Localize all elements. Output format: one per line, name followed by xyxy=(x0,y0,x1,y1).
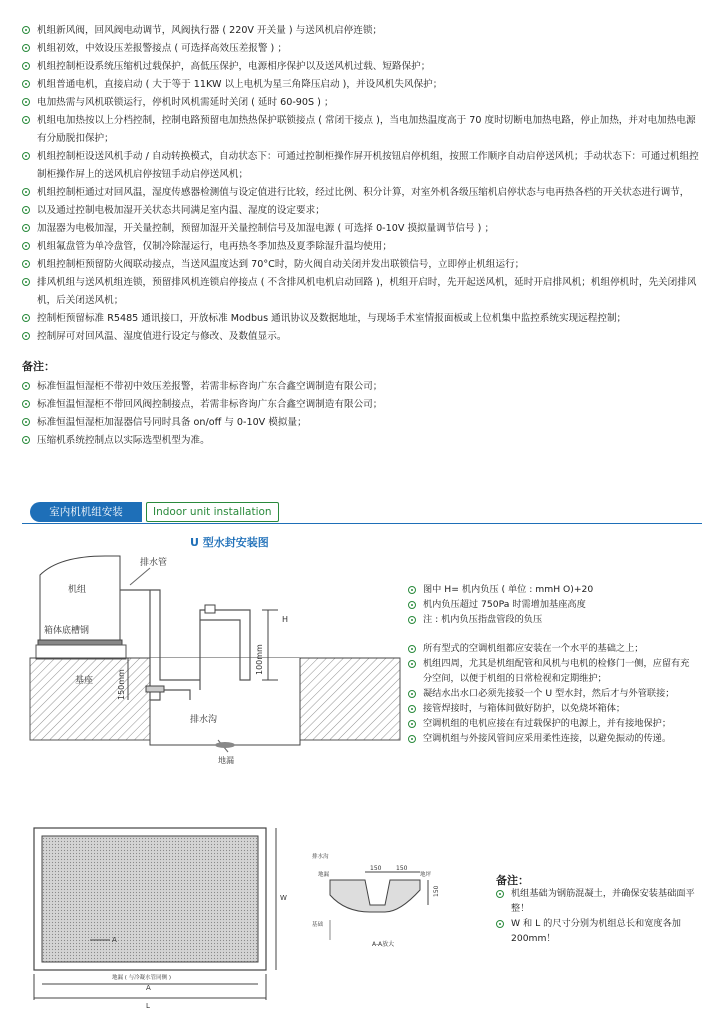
list-item: 机组基础为钢筋混凝土，并确保安装基础面平整！ xyxy=(496,886,701,916)
list-item: 机组电加热按以上分档控制，控制电路预留电加热热保护联锁接点 ( 常闭干接点 )，当电加热温度高于 70 度时切断电加热电路，停止加热，并对电加热电源有分励脱扣保护； xyxy=(22,112,702,148)
label-dim-150v: 150 xyxy=(433,885,440,897)
bullet-icon xyxy=(408,586,416,594)
list-item: 机组控制柜设系统压缩机过载保护，高低压保护，电源相序保护以及送风机过载、短路保护； xyxy=(22,58,702,76)
list-item: 空调机组与外接风管间应采用柔性连接，以避免振动的传递。 xyxy=(408,731,698,746)
bullet-icon xyxy=(408,735,416,743)
label-unit: 机组 xyxy=(68,585,87,595)
bullet-icon xyxy=(408,660,416,668)
list-item: W 和 L 的尺寸分别为机组总长和宽度各加200mm！ xyxy=(496,916,701,946)
label-frame: 箱体底槽钢 xyxy=(44,626,90,636)
bullet-icon xyxy=(408,601,416,609)
list-item: 机组普通电机，直接启动 ( 大于等于 11KW 以上电机为星三角降压启动 )，并设风机失风保护； xyxy=(22,76,702,94)
section-title-cn: 室内机机组安装 xyxy=(30,502,142,522)
label-sec-base: 基础 xyxy=(312,922,324,928)
pipe-fitting xyxy=(146,686,164,692)
list-item: 电加热需与风机联锁运行，停机时风机需延时关闭 ( 延时 60-90S ) ； xyxy=(22,94,702,112)
label-trench-caption: 地漏 ( 与冷凝水管同侧 ) xyxy=(112,975,172,981)
label-base: 基座 xyxy=(75,676,94,686)
list-item: 以及通过控制电极加湿开关状态共同满足室内温、湿度的设定要求； xyxy=(22,202,702,220)
section-title-en: Indoor unit installation xyxy=(146,502,279,522)
label-section-a: A xyxy=(112,936,117,944)
diagram-title: U 型水封安装图 xyxy=(190,536,269,549)
list-item: 机组控制柜通过对回风温，湿度传感器检测值与设定值进行比较，经过比例、积分计算，对室外机各级压缩机启停状态与电再热各档的开关状态进行调节， xyxy=(22,184,702,202)
label-dim-100: 100mm xyxy=(255,644,264,675)
list-item: 控制柜预留标准 R5485 通讯接口，开放标准 Modbus 通讯协议及数据地址，与现场手术室情报面板或上位机集中监控系统实现远程控制； xyxy=(22,310,702,328)
base-block xyxy=(36,645,126,659)
label-sec-floor: 地坪 xyxy=(420,872,432,878)
bullet-icon xyxy=(408,645,416,653)
list-item: 加湿器为电极加湿，开关量控制，预留加湿开关量控制信号及加湿电源 ( 可选择 0-10V 摸拟量调节信号 ) ； xyxy=(22,220,702,238)
list-item: 标准恒温恒湿柜加湿器信号同时具备 on/off 与 0-10V 模拟量； xyxy=(22,414,682,432)
list-item: 标准恒温恒湿柜不带初中效压差报警，若需非标咨询广东合鑫空调制造有限公司； xyxy=(22,378,682,396)
install-notes xyxy=(408,582,698,746)
floor-drain-icon xyxy=(215,742,235,748)
section-profile xyxy=(330,880,420,912)
list-item: 空调机组的电机应接在有过载保护的电源上，并有接地保护； xyxy=(408,716,698,731)
list-item: 机组新风阀，回风阀电动调节，风阀执行器 ( 220V 开关量 ) 与送风机启停连锁； xyxy=(22,22,702,40)
label-dim-150: 150mm xyxy=(117,669,126,700)
label-sec-drain: 排水沟 xyxy=(312,854,329,860)
list-item: 机组控制柜预留防火阀联动接点，当送风温度达到 70°C时，防火阀自动关闭并发出联锁信号，立即停止机组运行； xyxy=(22,256,702,274)
list-item: 机组初效，中效设压差报警接点 ( 可选择高效压差报警 ) ； xyxy=(22,40,702,58)
install-notes-group2 xyxy=(408,641,698,746)
list-item: 排风机组与送风机组连锁，预留排风机连锁启停接点 ( 不含排风机电机启动回路 )，机组开启时，先开起送风机，延时开启排风机；机组停机时，先关闭排风机，后关闭送风机； xyxy=(22,274,702,310)
base-inner xyxy=(42,836,258,962)
list-item: 标准恒温恒湿柜不带回风阀控制接点，若需非标咨询广东合鑫空调制造有限公司； xyxy=(22,396,682,414)
label-section-caption: A-A放大 xyxy=(372,941,395,948)
label-dim-h: H xyxy=(282,615,289,624)
list-item: 注 : 机内负压指盘管段的负压 xyxy=(408,612,698,627)
bullet-icon xyxy=(408,690,416,698)
list-item: 机内负压超过 750Pa 时需增加基座高度 xyxy=(408,597,698,612)
base-hatch xyxy=(30,658,150,740)
list-item: 压缩机系统控制点以实际选型机型为准。 xyxy=(22,432,682,450)
list-item: 机组氟盘管为单冷盘管，仅制冷除湿运行，电再热冬季加热及夏季除湿升温均使用； xyxy=(22,238,702,256)
label-dim-w: W xyxy=(280,894,287,902)
channel-steel xyxy=(38,640,122,645)
label-dim-a: A xyxy=(146,984,151,992)
trench-outline xyxy=(150,658,300,745)
label-dim-150b: 150 xyxy=(396,865,408,872)
bullet-icon xyxy=(408,720,416,728)
valve-icon xyxy=(205,605,215,613)
list-item: 凝结水出水口必须先接驳一个 U 型水封，然后才与外管联接； xyxy=(408,686,698,701)
bullet-icon xyxy=(408,705,416,713)
list-item: 控制屏可对回风温、湿度值进行设定与修改、及数值显示。 xyxy=(22,328,702,346)
bullet-icon xyxy=(496,920,504,928)
base-notes-title: 备注： xyxy=(496,874,529,887)
list-item: 所有型式的空调机组都应安装在一个水平的基础之上； xyxy=(408,641,698,656)
label-pipe: 排水管 xyxy=(140,558,168,568)
label-trench: 排水沟 xyxy=(190,715,218,725)
label-sec-pit: 地漏 xyxy=(318,872,330,878)
bullet-icon xyxy=(408,616,416,624)
list-item: 机组四周，尤其是机组配管和风机与电机的检修门一侧，应留有充分空间，以便于机组的日常检视和定期维护； xyxy=(408,656,698,686)
bullet-icon xyxy=(496,890,504,898)
section-detail xyxy=(330,872,428,940)
list-item: 图中 H= 机内负压 ( 单位 : mmH O)+20 xyxy=(408,582,698,597)
label-floor-drain: 地漏 xyxy=(218,756,234,765)
list-item: 接管焊接时，与箱体间做好防护，以免烧坏箱体； xyxy=(408,701,698,716)
base-notes xyxy=(496,886,701,946)
list-item: 机组控制柜设送风机手动 / 自动转换模式，自动状态下：可通过控制柜操作屏开机按钮启停机组，按照工作顺序自动启停送风机；手动状态下：可通过机组控制柜操作屏上的送风机启停按钮手动启停送风机； xyxy=(22,148,702,184)
notes-title: 备注： xyxy=(22,360,55,373)
label-dim-l: L xyxy=(146,1002,150,1010)
label-dim-150a: 150 xyxy=(370,865,382,872)
leader-line xyxy=(130,568,150,585)
